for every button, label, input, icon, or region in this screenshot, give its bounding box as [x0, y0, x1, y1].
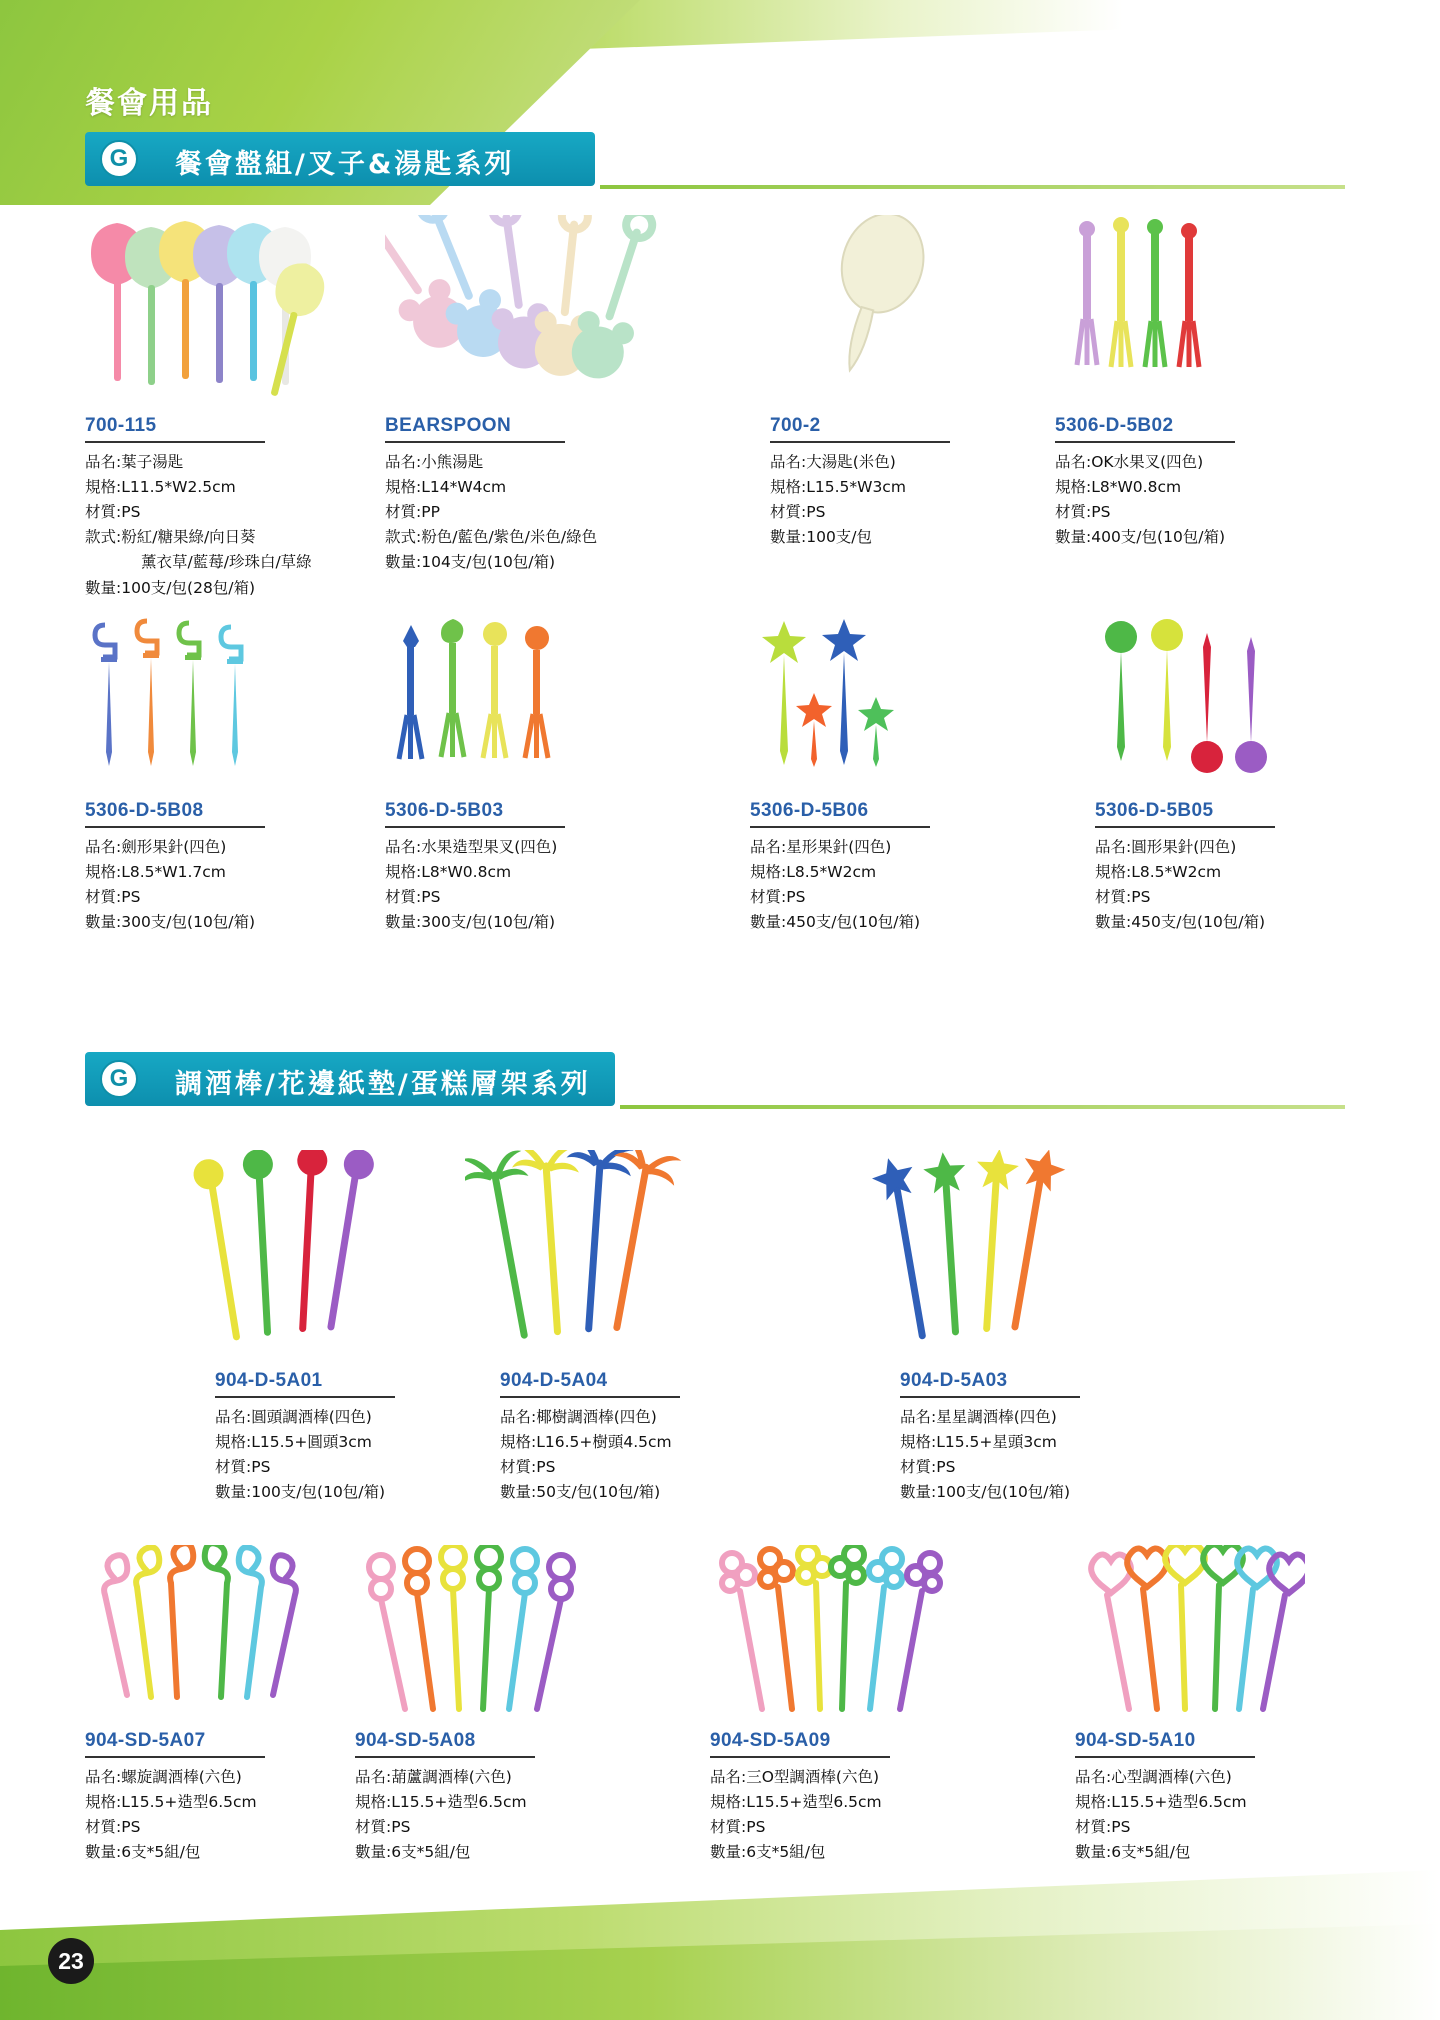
spec-line: 品名:螺旋調酒棒(六色)	[85, 1768, 242, 1786]
spec-line: 品名:小熊湯匙	[385, 453, 484, 471]
product-cell	[385, 215, 770, 601]
spec-line: 品名:葫蘆調酒棒(六色)	[355, 1768, 512, 1786]
product-spec	[215, 1405, 400, 1505]
product-image-5306-D-5B06	[750, 615, 1095, 800]
product-spec	[85, 450, 385, 601]
product-row-2	[0, 615, 1440, 935]
product-code: 5306-D-5B05	[1095, 800, 1275, 828]
product-code: 700-2	[770, 415, 950, 443]
product-spec	[85, 835, 385, 935]
product-cell	[355, 1545, 710, 1865]
spec-line: 款式:粉紅/糖果綠/向日葵	[85, 528, 256, 547]
product-spec	[710, 1765, 1075, 1865]
spec-line: 規格:L8.5*W2cm	[750, 863, 877, 882]
spec-line: 數量:104支/包(10包/箱)	[385, 553, 556, 572]
spec-line: 數量:6支*5組/包	[1075, 1843, 1191, 1862]
product-spec	[85, 1765, 355, 1865]
product-code: 904-D-5A04	[500, 1370, 680, 1398]
page-title: 餐會用品	[85, 87, 213, 120]
product-cell	[770, 215, 1055, 601]
spec-line: 規格:L15.5+造型6.5cm	[85, 1793, 257, 1812]
section-title-1: 餐會盤組/叉子&湯匙系列	[175, 149, 515, 180]
product-spec	[1095, 835, 1395, 935]
spec-line: 材質:PS	[1075, 1818, 1131, 1837]
spec-line: 規格:L15.5+造型6.5cm	[1075, 1793, 1247, 1812]
spec-line: 規格:L8*W0.8cm	[385, 863, 512, 882]
spec-line: 材質:PS	[750, 888, 806, 907]
spec-line: 品名:三O型調酒棒(六色)	[710, 1768, 880, 1786]
spec-line: 規格:L8.5*W2cm	[1095, 863, 1222, 882]
spec-line: 材質:PS	[215, 1458, 271, 1477]
spec-line: 材質:PS	[1095, 888, 1151, 907]
spec-line: 規格:L15.5+星頭3cm	[900, 1433, 1057, 1452]
section-title-2: 調酒棒/花邊紙墊/蛋糕層架系列	[175, 1069, 591, 1100]
spec-line: 數量:100支/包	[770, 528, 873, 547]
spec-line: 數量:400支/包(10包/箱)	[1055, 528, 1226, 547]
spec-line: 規格:L15.5+圓頭3cm	[215, 1433, 372, 1452]
spec-line: 品名:星星調酒棒(四色)	[900, 1408, 1057, 1426]
product-code: 904-D-5A01	[215, 1370, 395, 1398]
product-spec	[355, 1765, 710, 1865]
spec-line: 材質:PS	[355, 1818, 411, 1837]
spec-line: 數量:100支/包(10包/箱)	[215, 1483, 386, 1502]
section-header-2	[0, 1060, 1440, 1116]
product-code: 700-115	[85, 415, 265, 443]
product-spec	[1075, 1765, 1405, 1865]
product-cell	[800, 1150, 1200, 1505]
spec-line: 數量:450支/包(10包/箱)	[1095, 913, 1266, 932]
product-row-1	[0, 215, 1440, 601]
spec-line: 數量:100支/包(10包/箱)	[900, 1483, 1071, 1502]
product-image-5306-D-5B03	[385, 615, 750, 800]
spec-line: 材質:PS	[1055, 503, 1111, 522]
product-code: 5306-D-5B02	[1055, 415, 1235, 443]
spec-line: 規格:L11.5*W2.5cm	[85, 478, 236, 497]
section-badge-icon-1: G	[100, 140, 138, 178]
spec-line: 數量:6支*5組/包	[710, 1843, 826, 1862]
spec-line: 品名:椰樹調酒棒(四色)	[500, 1408, 657, 1426]
page-number: 23	[48, 1938, 94, 1984]
spec-line: 材質:PS	[900, 1458, 956, 1477]
product-code: 904-SD-5A10	[1075, 1730, 1255, 1758]
product-code: 904-SD-5A08	[355, 1730, 535, 1758]
spec-line: 規格:L15.5+造型6.5cm	[355, 1793, 527, 1812]
spec-line: 數量:300支/包(10包/箱)	[85, 913, 256, 932]
product-spec	[1055, 450, 1385, 550]
product-spec	[770, 450, 1055, 550]
product-code: 904-SD-5A07	[85, 1730, 265, 1758]
spec-line: 材質:PS	[770, 503, 826, 522]
product-cell	[385, 615, 750, 935]
product-cell	[750, 615, 1095, 935]
product-image-5306-D-5B02	[1055, 215, 1385, 415]
spec-line: 品名:星形果針(四色)	[750, 838, 892, 856]
spec-line: 數量:450支/包(10包/箱)	[750, 913, 921, 932]
product-code: 5306-D-5B08	[85, 800, 265, 828]
spec-line: 品名:劍形果針(四色)	[85, 838, 227, 856]
spec-line: 材質:PS	[385, 888, 441, 907]
product-image-700-2	[770, 215, 1055, 415]
spec-line: 品名:水果造型果叉(四色)	[385, 838, 558, 856]
spec-line: 材質:PS	[500, 1458, 556, 1477]
product-image-5306-D-5B08	[85, 615, 385, 800]
product-image-904-D-5A01	[175, 1150, 400, 1370]
product-image-904-D-5A03	[865, 1150, 1200, 1370]
product-cell	[1055, 215, 1385, 601]
product-image-904-SD-5A07	[85, 1545, 355, 1730]
spec-line: 數量:100支/包(28包/箱)	[85, 578, 256, 597]
product-cell	[1075, 1545, 1405, 1865]
product-row-4	[0, 1545, 1440, 1865]
spec-line: 品名:大湯匙(米色)	[770, 453, 896, 471]
spec-line: 材質:PS	[85, 888, 141, 907]
product-code: 5306-D-5B03	[385, 800, 565, 828]
spec-line: 品名:OK水果叉(四色)	[1055, 453, 1204, 471]
product-cell	[710, 1545, 1075, 1865]
product-cell	[400, 1150, 800, 1505]
product-spec	[500, 1405, 800, 1505]
product-image-904-D-5A04	[465, 1150, 800, 1370]
product-code: BEARSPOON	[385, 415, 565, 443]
spec-line: 規格:L8.5*W1.7cm	[85, 863, 226, 882]
product-spec	[385, 450, 770, 576]
product-cell	[0, 615, 385, 935]
product-image-5306-D-5B05	[1095, 615, 1395, 800]
product-image-904-SD-5A10	[1075, 1545, 1405, 1730]
spec-line: 材質:PS	[85, 503, 141, 522]
spec-line: 數量:6支*5組/包	[85, 1843, 201, 1862]
product-spec	[750, 835, 1095, 935]
spec-line: 規格:L14*W4cm	[385, 478, 507, 497]
spec-line: 品名:心型調酒棒(六色)	[1075, 1768, 1232, 1786]
spec-line: 規格:L15.5+造型6.5cm	[710, 1793, 882, 1812]
spec-line: 款式:粉色/藍色/紫色/米色/綠色	[385, 528, 598, 547]
spec-line: 品名:圓形果針(四色)	[1095, 838, 1237, 856]
section-badge-icon-2: G	[100, 1060, 138, 1098]
spec-line: 規格:L16.5+樹頭4.5cm	[500, 1433, 672, 1452]
spec-line: 品名:圓頭調酒棒(四色)	[215, 1408, 372, 1426]
product-code: 904-SD-5A09	[710, 1730, 890, 1758]
spec-line: 規格:L8*W0.8cm	[1055, 478, 1182, 497]
product-cell	[0, 1150, 400, 1505]
spec-line: 薰衣草/藍莓/珍珠白/草綠	[141, 553, 312, 572]
spec-line: 數量:6支*5組/包	[355, 1843, 471, 1862]
product-row-3	[0, 1150, 1440, 1505]
product-code: 5306-D-5B06	[750, 800, 930, 828]
spec-line: 材質:PS	[710, 1818, 766, 1837]
spec-line: 材質:PP	[385, 503, 440, 522]
spec-line: 規格:L15.5*W3cm	[770, 478, 906, 497]
spec-line: 品名:葉子湯匙	[85, 453, 184, 471]
product-spec	[385, 835, 750, 935]
spec-line: 數量:50支/包(10包/箱)	[500, 1483, 661, 1502]
section-rule-2	[620, 1105, 1345, 1109]
spec-line: 數量:300支/包(10包/箱)	[385, 913, 556, 932]
product-image-904-SD-5A08	[355, 1545, 710, 1730]
spec-line: 材質:PS	[85, 1818, 141, 1837]
product-cell	[1095, 615, 1395, 935]
section-rule-1	[600, 185, 1345, 189]
product-image-904-SD-5A09	[710, 1545, 1075, 1730]
product-code: 904-D-5A03	[900, 1370, 1080, 1398]
product-image-bearspoon	[385, 215, 770, 415]
product-cell	[0, 1545, 355, 1865]
section-header-1	[0, 140, 1440, 196]
product-cell	[0, 215, 385, 601]
product-image-700-115	[85, 215, 385, 415]
product-spec	[900, 1405, 1200, 1505]
